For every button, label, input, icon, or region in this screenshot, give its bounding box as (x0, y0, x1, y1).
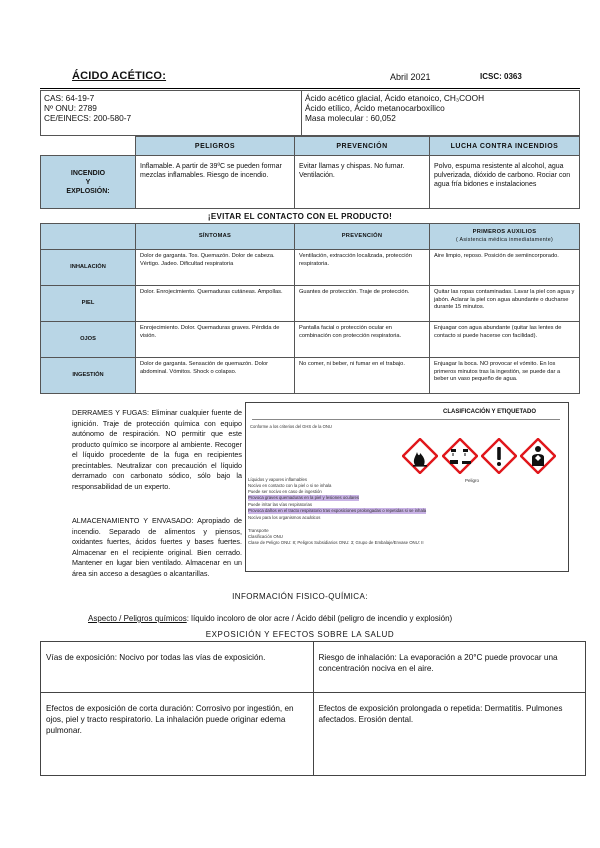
cell-prevencion: Evitar llamas y chispas. No fumar. Ventilación. (295, 156, 430, 209)
storage-text: Apropiado de incendio. Separado de alimentos y piensos, oxidantes fuertes, ácidos fuertes y bases fuertes. Almacenar en el recipiente original. Bien cerrado. Mantener en lugar bien ventilado. Almacenar en un área sin acceso a desagües o alcantarillas. (72, 516, 242, 578)
cas-number: CAS: 64-19-7 (44, 93, 95, 103)
cell-auxilios: Enjuagar la boca. NO provocar el vómito. En los primeros minutos tras la ingestión, se puede dar a beber un vaso pequeño de agua. (430, 358, 580, 394)
table-row (41, 322, 580, 358)
onu-classification-label: Clasificación ONU (248, 534, 283, 539)
hazard-statement: Puede ser nocivo en caso de ingestión (248, 489, 322, 494)
exclamation-icon (481, 438, 517, 474)
row-label-ojos: OJOS (41, 322, 136, 358)
signal-word: Peligro (465, 478, 480, 483)
cell-sintomas: Dolor. Enrojecimiento. Quemaduras cutáneas. Ampollas. (136, 286, 295, 322)
cell-sintomas: Enrojecimiento. Dolor. Quemaduras graves. Pérdida de visión. (136, 322, 295, 358)
hazard-corner-cell (41, 137, 136, 156)
flame-icon (402, 438, 438, 474)
onu-classification-text: Clase de Peligro ONU: 8; Peligros Subsidiarios ONU: 3; Grupo de Embalaje/Envase ONU: II (248, 540, 424, 545)
cell-lucha: Polvo, espuma resistente al alcohol, agua pulverizada, dióxido de carbono. Rociar con agua fría bidones e instalaciones (430, 156, 580, 209)
fire-hazard-table (40, 136, 580, 209)
header-peligros: PELIGROS (136, 137, 295, 156)
vias-exposicion: Vías de exposición: Nocivo por todas las vías de exposición. (41, 642, 314, 693)
row-label-ingestion: INGESTIÓN (41, 358, 136, 394)
table-row (41, 358, 580, 394)
header-divider (40, 88, 580, 89)
row-label-inhalacion: INHALACIÓN (41, 250, 136, 286)
classification-title: CLASIFICACIÓN Y ETIQUETADO (442, 409, 536, 415)
storage-label: ALMACENAMIENTO Y ENVASADO: (72, 516, 194, 525)
cell-prevencion: Ventilación, extracción localizada, protección respiratoria. (295, 250, 430, 286)
header-prevencion-expo: PREVENCIÓN (295, 224, 430, 250)
row-label-piel: PIEL (41, 286, 136, 322)
cell-auxilios: Enjuagar con agua abundante (quitar las lentes de contacto si puede hacerse con facilidad). (430, 322, 580, 358)
physchem-heading: INFORMACIÓN FISICO-QUÍMICA: (232, 592, 368, 601)
spills-section (72, 408, 242, 492)
identity-names-cell (302, 91, 580, 136)
efectos-corta-duracion: Efectos de exposición de corta duración: Corrosivo por ingestión, en ojos, piel y tracto respiratorio. La inhalación puede originar edema pulmonar. (41, 693, 314, 776)
identity-table (40, 90, 580, 136)
primeros-auxilios-sub: ( Asistencia médica inmediatamente) (455, 236, 554, 243)
cell-sintomas: Dolor de garganta. Tos. Quemazón. Dolor de cabeza. Vértigo. Jadeo. Dificultad respiratoria (136, 250, 295, 286)
onu-number: Nº ONU: 2789 (44, 103, 97, 113)
molecular-mass: Masa molecular : 60,052 (305, 113, 396, 123)
health-hazard-icon (520, 438, 556, 474)
hazard-statement: Provoca graves quemaduras en la piel y lesiones oculares (248, 495, 360, 500)
hazard-statement: Líquidos y vapores inflamables (248, 477, 307, 482)
table-row (41, 250, 580, 286)
corrosion-icon (442, 438, 478, 474)
cell-peligros: Inflamable. A partir de 39ºC se pueden formar mezclas inflamables. Riesgo de incendio. (136, 156, 295, 209)
synonyms-line-1: Ácido acético glacial, Ácido etanoico, CH₃COOH (305, 93, 485, 103)
transport-label: Transporte (248, 528, 269, 533)
avoid-contact-heading: ¡EVITAR EL CONTACTO CON EL PRODUCTO! (207, 212, 393, 221)
riesgo-inhalacion: Riesgo de inhalación: La evaporación a 20°C puede provocar una concentración nociva en el aire. (313, 642, 586, 693)
primeros-auxilios-title: PRIMEROS AUXILIOS (472, 229, 537, 235)
cell-auxilios: Quitar las ropas contaminadas. Lavar la piel con agua y jabón. Aclarar la piel con agua abundante o ducharse durante 15 minutos. (430, 286, 580, 322)
cell-auxilios: Aire limpio, reposo. Posición de semiincorporado. (430, 250, 580, 286)
hazard-statement: Nocivo para los organismos acuáticos (248, 515, 321, 520)
aspect-label: Aspecto / Peligros químicos (88, 614, 187, 623)
cell-sintomas: Dolor de garganta. Sensación de quemazón. Dolor abdominal. Vómitos. Shock o colapso. (136, 358, 295, 394)
document-date: Abril 2021 (390, 72, 431, 82)
hazard-statement: Nocivo en contacto con la piel o si se inhala (248, 483, 332, 488)
identity-codes-cell (41, 91, 302, 136)
spills-text: Eliminar cualquier fuente de ignición. Traje de protección química con equipo autónomo de respiración. NO permitir que este producto químico se incorpore al ambiente. Recoger el líquido procedente de la fuga en recipientes precintables. Neutralizar con precaución el líquido derramado con carbonato sódico, sólo bajo la responsabilidad de un experto. (72, 408, 242, 491)
hazard-statement: Provoca daños en el tracto respiratorio tras exposiciones prolongadas o repetidas si se inhala (248, 508, 427, 513)
spills-label: DERRAMES Y FUGAS: (72, 408, 149, 417)
storage-section (72, 516, 242, 579)
hazard-statement: Puede irritar las vías respiratorias (248, 502, 313, 507)
exposure-table (40, 223, 580, 394)
synonyms-line-2: Ácido etílico, Ácido metanocarboxílico (305, 103, 445, 113)
header-sintomas: SÍNTOMAS (136, 224, 295, 250)
einecs-number: CE/EINECS: 200-580-7 (44, 113, 132, 123)
document-title: ÁCIDO ACÉTICO: (72, 70, 167, 82)
aspect-line (88, 614, 452, 623)
cell-prevencion: Guantes de protección. Traje de protección. (295, 286, 430, 322)
effects-heading: EXPOSICIÓN Y EFECTOS SOBRE LA SALUD (205, 630, 395, 639)
ghs-conforme: Conforme a los criterios del GHS de la ONU (250, 424, 332, 429)
efectos-prolongada: Efectos de exposición prolongada o repetida: Dermatitis. Pulmones afectados. Erosión dental. (313, 693, 586, 776)
header-prevencion: PREVENCIÓN (295, 137, 430, 156)
header-primeros-auxilios (430, 224, 580, 250)
row-label-incendio: INCENDIO Y EXPLOSIÓN: (41, 156, 136, 209)
cell-prevencion: Pantalla facial o protección ocular en combinación con protección respiratoria. (295, 322, 430, 358)
health-effects-table (40, 641, 586, 776)
exposure-corner-cell (41, 224, 136, 250)
icsc-number: ICSC: 0363 (480, 72, 522, 81)
classification-divider (252, 419, 560, 420)
aspect-text: : líquido incoloro de olor acre / Ácido débil (peligro de incendio y explosión) (186, 614, 453, 623)
header-lucha-incendios: LUCHA CONTRA INCENDIOS (430, 137, 580, 156)
cell-prevencion: No comer, ni beber, ni fumar en el trabajo. (295, 358, 430, 394)
table-row (41, 286, 580, 322)
